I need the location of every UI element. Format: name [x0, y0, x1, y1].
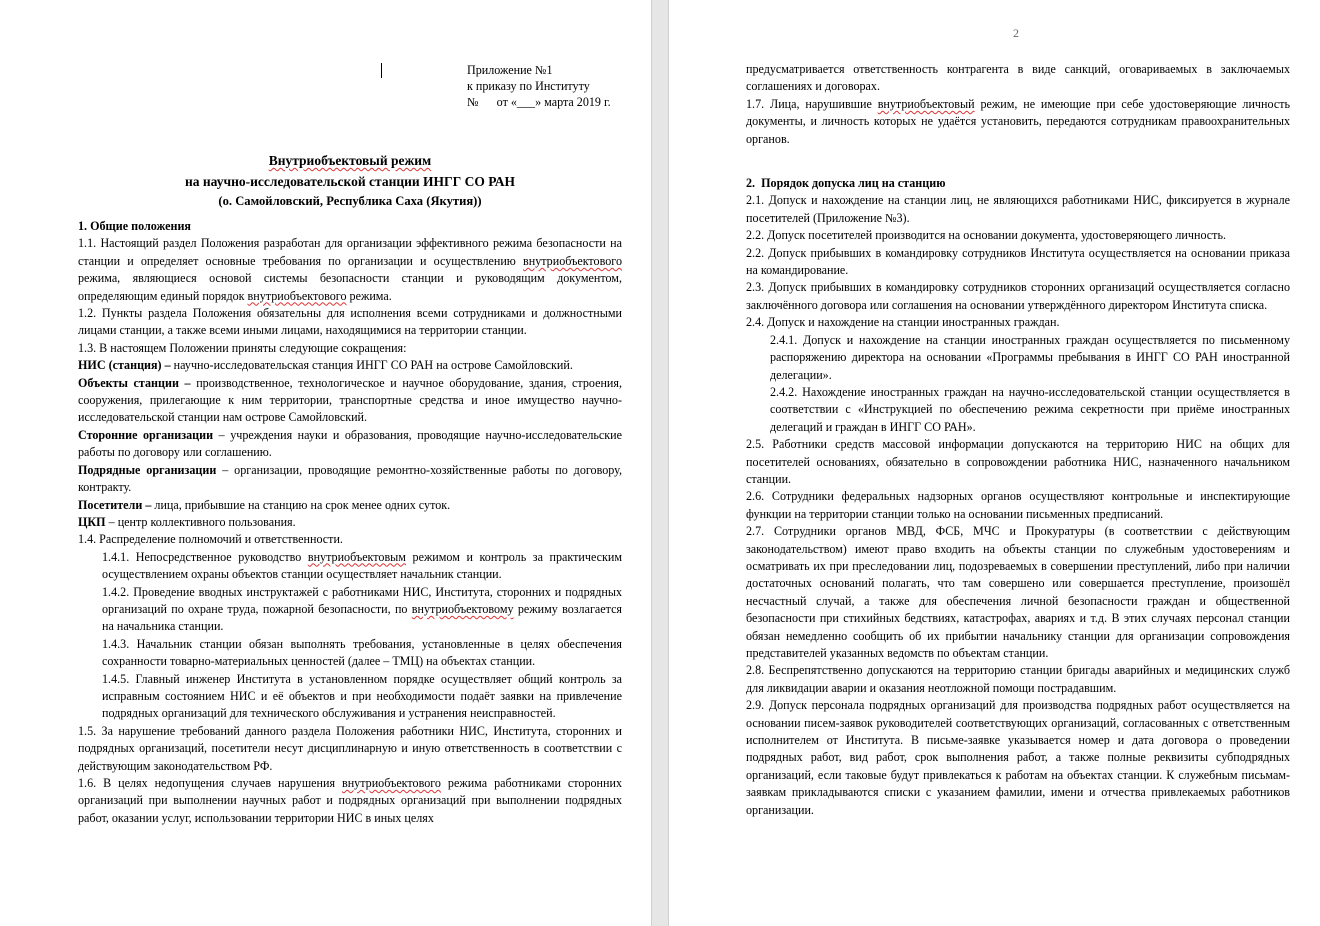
- paragraph-1-3: 1.3. В настоящем Положении приняты следующие сокращения:: [78, 340, 407, 355]
- paragraph-2-7: 2.7. Сотрудники органов МВД, ФСБ, МЧС и Прокуратуры (в соответствии с действующим законодательством) имеют право входить на объекты станции по служебным удостоверениям и осматривать их при преследовании лиц, подозреваемых в совершении преступлений, либо при наличии достаточных оснований полагать, что там совершено или совершается преступление, произошёл несчастный случай, а также для обеспечения личной безопасности граждан и общественной безопасности при стихийных бедствиях, катастрофах, авариях и т.д. В этих случаях персонал станции обязан немедленно сообщить об их прибытии начальнику станции для организации сопровождения представителей указанных ведомств по объектам станции.: [746, 524, 1290, 660]
- paragraph-1-5: 1.5. За нарушение требований данного раздела Положения работники НИС, Института, сторонних и подрядных организаций, посетители несут дисциплинарную и иную ответственность в соответствии с действующим законодательством РФ.: [78, 723, 622, 773]
- definition-term: Сторонние организации: [78, 427, 214, 442]
- paragraph-1-1: [78, 235, 622, 305]
- paragraph-2-6: 2.6. Сотрудники федеральных надзорных органов осуществляют контрольные и инспектирующие функции на территории станции только на основании письменных предписаний.: [746, 489, 1290, 521]
- paragraph-2-4-2: 2.4.2. Нахождение иностранных граждан на научно-исследовательской станции осуществляется в соответствии с «Инструкцией по обеспечению режима секретности при приёме иностранных делегаций и граждан в ИНГГ СО РАН».: [770, 384, 1290, 434]
- paragraph-1-6-continued: предусматривается ответственность контрагента в виде санкций, оговариваемых в заключаемых соглашениях и договорах.: [746, 62, 1290, 94]
- doc-title-line-1: [78, 150, 622, 171]
- section-2-heading: 2. Порядок допуска лиц на станцию: [746, 176, 946, 191]
- document-page-2: [668, 0, 1320, 926]
- text-cursor: [381, 63, 382, 78]
- paragraph-1-4-1: [102, 549, 622, 584]
- text: 1.4.1. Непосредственное руководство: [102, 549, 308, 564]
- paragraph-2-3: 2.3. Допуск прибывших в командировку сотрудников сторонних организаций осуществляется согласно заключённого договора или соглашения на основании утверждённого директором Института списка.: [746, 280, 1290, 312]
- text: режиму возлагается на начальника станции.: [102, 601, 622, 634]
- definition-3: [78, 427, 622, 462]
- definition-term: Посетители –: [78, 497, 152, 512]
- appendix-line-1: Приложение №1: [467, 63, 553, 77]
- text: режим, не имеющие при себе удостоверяющие личность документы, и личность которых не удаётся установить, передаются сотрудникам правоохранительных органов.: [746, 96, 1291, 146]
- definition-5: [78, 497, 622, 514]
- paragraph-1-4: 1.4. Распределение полномочий и ответственности.: [78, 532, 343, 547]
- text: режима, являющиеся основой системы безопасности станции и руководящим документом, определяющим единый порядок: [78, 271, 622, 303]
- spellcheck-word[interactable]: внутриобъектового: [523, 253, 622, 268]
- paragraph-2-5: 2.5. Работники средств массовой информации допускаются на территорию НИС на общих для посетителей основаниях, обязательно в сопровождении работника НИС, назначенного начальником станции.: [746, 437, 1290, 486]
- paragraph-1-4-3: 1.4.3. Начальник станции обязан выполнять требования, установленные в целях обеспечения сохранности товарно-материальных ценностей (далее – ТМЦ) на объектах станции.: [102, 636, 622, 669]
- paragraph-1-2: 1.2. Пункты раздела Положения обязательны для исполнения всеми сотрудниками и должностными лицами станции, а также всеми иными лицами, находящимися на территории станции.: [78, 306, 622, 338]
- doc-title-line-3: (о. Самойловский, Республика Саха (Якутия)): [218, 194, 482, 208]
- page-1-body: [78, 150, 622, 827]
- definition-term: ЦКП: [78, 514, 106, 529]
- appendix-line-3: № от «___» марта 2019 г.: [467, 95, 611, 109]
- appendix-line-2: к приказу по Институту: [467, 79, 590, 93]
- definition-text: – организации, проводящие ремонтно-хозяйственные работы по договору, контракту.: [78, 462, 622, 495]
- paragraph-1-7: [746, 96, 1290, 148]
- paragraph-2-4-1: 2.4.1. Допуск и нахождение на станции иностранных граждан осуществляется по письменному распоряжению директора на основании «Программы пребывания в ИНГГ СО РАН иностранной делегации».: [770, 332, 1290, 382]
- page-number: 2: [1013, 26, 1019, 40]
- definition-text: – учреждения науки и образования, проводящие научно-исследовательские работы по договору или соглашению.: [78, 427, 622, 460]
- spellcheck-word[interactable]: внутриобъектовому: [411, 601, 514, 616]
- definition-term: Подрядные организации: [78, 462, 217, 477]
- spellcheck-word[interactable]: внутриобъектового: [247, 288, 347, 303]
- paragraph-2-2a: 2.2. Допуск посетителей производится на основании документа, удостоверяющего личность.: [746, 228, 1226, 243]
- definition-2: [78, 375, 622, 427]
- text: режима.: [346, 288, 392, 303]
- spellcheck-word[interactable]: внутриобъектовый: [877, 96, 975, 111]
- definition-6: [78, 514, 622, 531]
- paragraph-2-2b: 2.2. Допуск прибывших в командировку сотрудников Института осуществляется на основании приказа на командирование.: [746, 245, 1290, 278]
- paragraph-1-6: [78, 775, 622, 827]
- section-1-heading: 1. Общие положения: [78, 219, 191, 233]
- paragraph-2-4: 2.4. Допуск и нахождение на станции иностранных граждан.: [746, 315, 1060, 330]
- doc-title-line-2: на научно-исследовательской станции ИНГГ СО РАН: [184, 174, 516, 189]
- text: режимом и контроль за практическим осуществлением охраны объектов станции осуществляет начальник станции.: [102, 549, 622, 582]
- doc-title-text: Внутриобъектовый режим: [268, 153, 432, 168]
- text: режима работниками сторонних организаций при выполнении научных работ и подрядных организаций при выполнении подрядных работ, оказании услуг, использовании территории НИС в иных целях: [78, 776, 622, 825]
- definition-term: НИС (станция) –: [78, 358, 171, 373]
- appendix-block: [467, 62, 637, 110]
- document-page-1: [0, 0, 652, 926]
- definition-text: лица, прибывшие на станцию на срок менее одних суток.: [151, 497, 451, 512]
- text: 1.4.2. Проведение вводных инструктажей с работниками НИС, Института, сторонних и подрядных организаций по охране труда, пожарной безопасности, по: [102, 584, 622, 616]
- paragraph-2-9: 2.9. Допуск персонала подрядных организаций для производства подрядных работ осуществляется на основании писем-заявок руководителей соответствующих организаций, согласованных с ответственным исполнителем от Института. В письме-заявке указывается номер и дата договора о проведении подрядных работ, вид работ, срок выполнения работ, а также полные реквизиты субподрядных организаций, если таковые будут привлекаться к работам на объектах станции. К служебным письмам-заявкам прикладываются списки с указанием фамилии, имени и отчества привлекаемых работников организации.: [746, 698, 1290, 817]
- definition-1: [78, 357, 622, 374]
- page-2-body: [746, 61, 1290, 819]
- text: 1.1. Настоящий раздел Положения разработан для организации эффективного режима безопасности на станции и определяет основные требования по организации и осуществлению: [78, 236, 622, 268]
- spellcheck-word[interactable]: внутриобъектовым: [307, 549, 406, 564]
- definition-text: – центр коллективного пользования.: [105, 514, 296, 529]
- spellcheck-word[interactable]: внутриобъектового: [341, 776, 441, 790]
- definition-4: [78, 462, 622, 497]
- paragraph-2-8: 2.8. Беспрепятственно допускаются на территорию станции бригады аварийных и медицинских служб для ликвидации аварии и оказания неотложной помощи пострадавшим.: [746, 663, 1290, 695]
- paragraph-1-4-5: 1.4.5. Главный инженер Института в установленном порядке осуществляет общий контроль за исправным состоянием НИС и её объектов и при необходимости подаёт заявки на привлечение подрядных организаций для технического обслуживания и устранения неисправностей.: [102, 671, 622, 721]
- definition-term: Объекты станции –: [78, 375, 191, 390]
- paragraph-2-1: 2.1. Допуск и нахождение на станции лиц, не являющихся работниками НИС, фиксируется в журнале посетителей (Приложение №3).: [746, 193, 1290, 225]
- text: 1.7. Лица, нарушившие: [746, 96, 878, 111]
- definition-text: производственное, технологическое и научное оборудование, здания, строения, сооружения, прилегающие к ним территории, транспортные средства и иное имущество научно-исследовательской станции нам острове Самойловский.: [78, 375, 622, 425]
- text: 1.6. В целях недопущения случаев нарушения: [78, 776, 342, 790]
- paragraph-1-4-2: [102, 584, 622, 636]
- definition-text: научно-исследовательская станция ИНГГ СО РАН на острове Самойловский.: [170, 358, 573, 373]
